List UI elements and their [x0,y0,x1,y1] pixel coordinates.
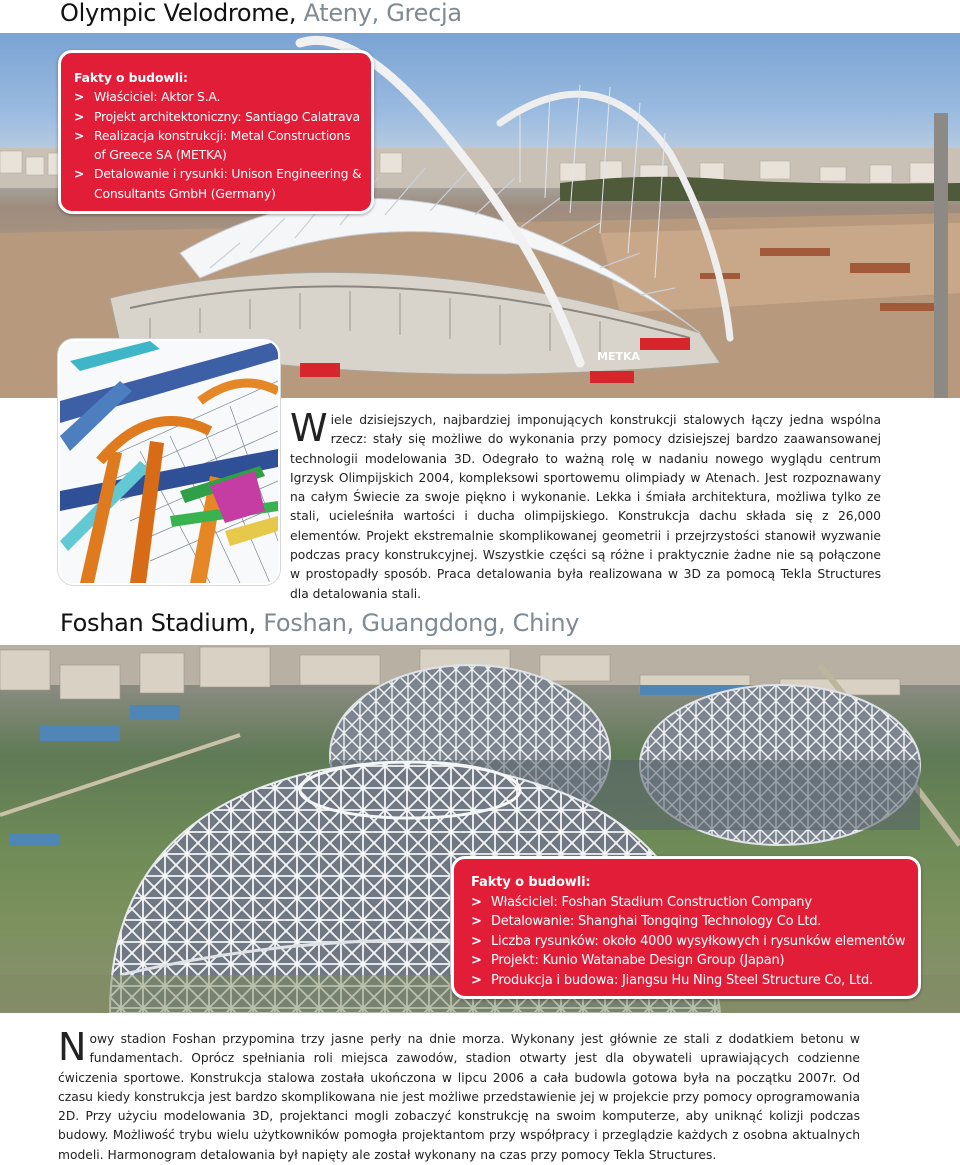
foshan-dropcap: N [58,1025,87,1069]
bullet-arrow-icon: > [74,89,85,105]
foshan-title-location: Foshan, Guangdong, Chiny [263,609,580,637]
foshan-description-text: owy stadion Foshan przypomina trzy jasne perły na dnie morza. Wykonany jest głównie ze stali z dodatkiem betonu w fundamentach. Oprócz spełniania roli miejsca zawodów, stadion otwarty jest dla obywateli uprawiających codzienne ćwiczenia sportowe. Konstrukcja stalowa została ukończona w lipcu 2006 a cała budowla gotowa była na początku 2007r. Od czasu kiedy konstrukcja jest bardzo skomplikowana nie jest możliwe przedstawienie jej w projekcie przy pomocy oprogramowania 2D. Przy użyciu modelowania 3D, projektanci mogli zobaczyć konstrukcję na swoim komputerze, aby uniknąć kolizji podczas budowy. Możliwość trybu wielu użytkowników pomogła projektantom przy współpracy i przeglądzie każdych z osobna aktualnych modeli. Harmonogram detalowania był napięty ale został wykonany na czas przy pomocy Tekla Structures. [58,1032,860,1162]
velodrome-title [60,0,462,28]
bullet-arrow-icon: > [471,914,482,929]
velodrome-description-text: iele dzisiejszych, najbardziej imponujących konstrukcji stalowych łączy jedna wspólna rzecz: stały się możliwe do wykonania przy pomocy dzisiejszej bardzo zaawansowanej technologii modelowania 3D. Odegrało to ważną rolę w nadaniu nowego wyglądu centrum Igrzysk Olimpijskich 2004, kompleksowi sportowemu olimpiady w Atenach. Jest rozpoznawany na całym Świecie za swoje piękno i wykonanie. Lekka i śmiała architektura, możliwa tylko ze stali, ucieleśniła wartości i ducha olimpijskiego. Konstrukcja dachu składa się z 26,000 elementów. Projekt ekstremalnie skomplikowanej geometrii i przejrzystości stanowił wyzwanie podczas pracy konstrukcyjnej. Wszystkie części są różne i praktycznie żadne nie są połączone w prostopadły sposób. Praca detalowania była realizowana w 3D za pomocą Tekla Structures dla detalowania stali. [290,413,881,601]
bullet-arrow-icon: > [471,953,482,968]
velodrome-fact-construction-text: Realizacja konstrukcji: Metal Constructions of Greece SA (METKA) [94,127,351,163]
foshan-facts-list [471,893,910,991]
bullet-arrow-icon: > [471,894,482,910]
foshan-title [60,608,579,638]
velodrome-description [290,406,881,604]
velodrome-fact-architect-text: Projekt architektoniczny: Santiago Calatrava [94,108,360,124]
foshan-fact-detailing [471,912,910,932]
velodrome-fact-owner-text: Właściciel: Aktor S.A. [94,89,221,105]
velodrome-facts-list [74,87,363,203]
velodrome-fact-owner [74,87,363,106]
foshan-fact-production [471,971,910,991]
foshan-fact-design-text: Projekt: Kunio Watanabe Design Group (Japan) [491,953,785,968]
footpath [0,735,240,815]
foshan-fact-detailing-text: Detalowanie: Shanghai Tongqing Technology Co Ltd. [491,914,822,929]
tekla-3d-model-inset [58,339,280,585]
foshan-fact-design [471,951,910,971]
velodrome-fact-detailing [74,164,363,203]
foshan-fact-owner [471,893,910,913]
tower-crane [934,113,948,398]
bullet-arrow-icon: > [471,972,482,988]
bullet-arrow-icon: > [74,108,85,124]
foshan-fact-owner-text: Właściciel: Foshan Stadium Construction Company [491,894,812,910]
bullet-arrow-icon: > [74,127,85,143]
velodrome-title-name: Olympic Velodrome, [60,0,297,27]
velodrome-fact-detailing-text: Detalowanie i rysunki: Unison Engineering & Consultants GmbH (Germany) [94,166,362,201]
foshan-fact-production-text: Produkcja i budowa: Jiangsu Hu Ning Steel Structure Co, Ltd. [491,972,873,988]
foshan-facts-heading: Fakty o budowli: [471,875,591,890]
velodrome-facts-heading: Fakty o budowli: [74,70,188,85]
bullet-arrow-icon: > [471,933,482,949]
bullet-arrow-icon: > [74,166,85,182]
velodrome-dropcap: W [290,406,328,450]
foshan-fact-drawings-text: Liczba rysunków: około 4000 wysyłkowych i rysunków elementów [491,933,906,949]
velodrome-fact-construction [74,126,363,165]
velodrome-fact-architect [74,107,363,126]
foshan-facts-box [451,856,921,999]
velodrome-title-location: Ateny, Grecja [303,0,462,27]
velodrome-facts-box [58,50,374,214]
foshan-description [58,1025,860,1165]
tekla-3d-model-illustration [60,341,278,583]
metka-sign: METKA [597,350,641,363]
foshan-fact-drawings [471,932,910,952]
foshan-title-name: Foshan Stadium, [60,609,256,637]
